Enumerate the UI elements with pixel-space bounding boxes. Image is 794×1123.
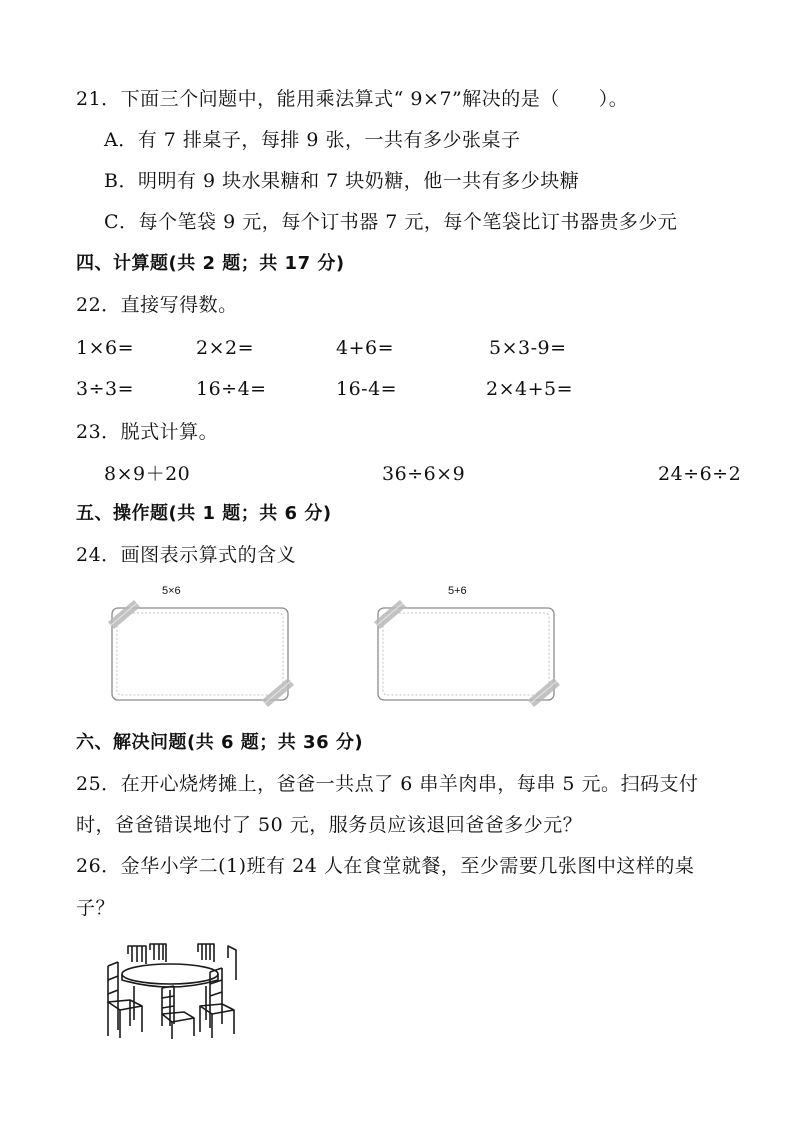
q22-item: 3÷3= [76,378,135,400]
q24-stem: 24．画图表示算式的含义 [76,544,297,566]
box-label-multiply: 5×6 [162,585,181,597]
q21-option-a: A．有 7 排桌子，每排 9 张，一共有多少张桌子 [104,129,521,151]
q22-item: 1×6= [76,337,135,359]
q23-item: 36÷6×9 [382,463,466,485]
q22-item: 16-4= [336,378,398,400]
section6-title: 六、解决问题(共 6 题；共 36 分) [76,732,364,753]
q22-item: 16÷4= [196,378,267,400]
q23-stem: 23．脱式计算。 [76,421,219,443]
q22-item: 2×4+5= [486,378,574,400]
section5-title: 五、操作题(共 1 题；共 6 分) [76,503,332,524]
q22-item: 4+6= [336,337,395,359]
q22-item: 5×3-9= [489,337,567,359]
q21-option-b: B．明明有 9 块水果糖和 7 块奶糖，他一共有多少块糖 [104,170,580,192]
q26-line1: 26．金华小学二(1)班有 24 人在食堂就餐，至少需要几张图中这样的桌 [76,855,695,877]
drawing-frame[interactable] [374,600,560,708]
q22-item: 2×2= [196,337,255,359]
dining-table-icon [104,940,240,1040]
drawing-frame[interactable] [108,600,294,708]
q23-item: 8×9＋20 [104,463,191,485]
q25-line2: 时，爸爸错误地付了 50 元，服务员应该退回爸爸多少元？ [76,814,583,836]
q22-stem: 22．直接写得数。 [76,294,238,316]
q23-item: 24÷6÷2 [658,463,742,485]
box-label-add: 5+6 [448,585,467,597]
q21-option-c: C．每个笔袋 9 元，每个订书器 7 元，每个笔袋比订书器贵多少元 [104,211,678,233]
section4-title: 四、计算题(共 2 题；共 17 分) [76,253,345,274]
q25-line1: 25．在开心烧烤摊上，爸爸一共点了 6 串羊肉串，每串 5 元。扫码支付 [76,773,699,795]
q26-line2: 子？ [76,897,116,919]
q21-stem: 21．下面三个问题中，能用乘法算式“ 9×7”解决的是（ ）。 [76,88,629,110]
